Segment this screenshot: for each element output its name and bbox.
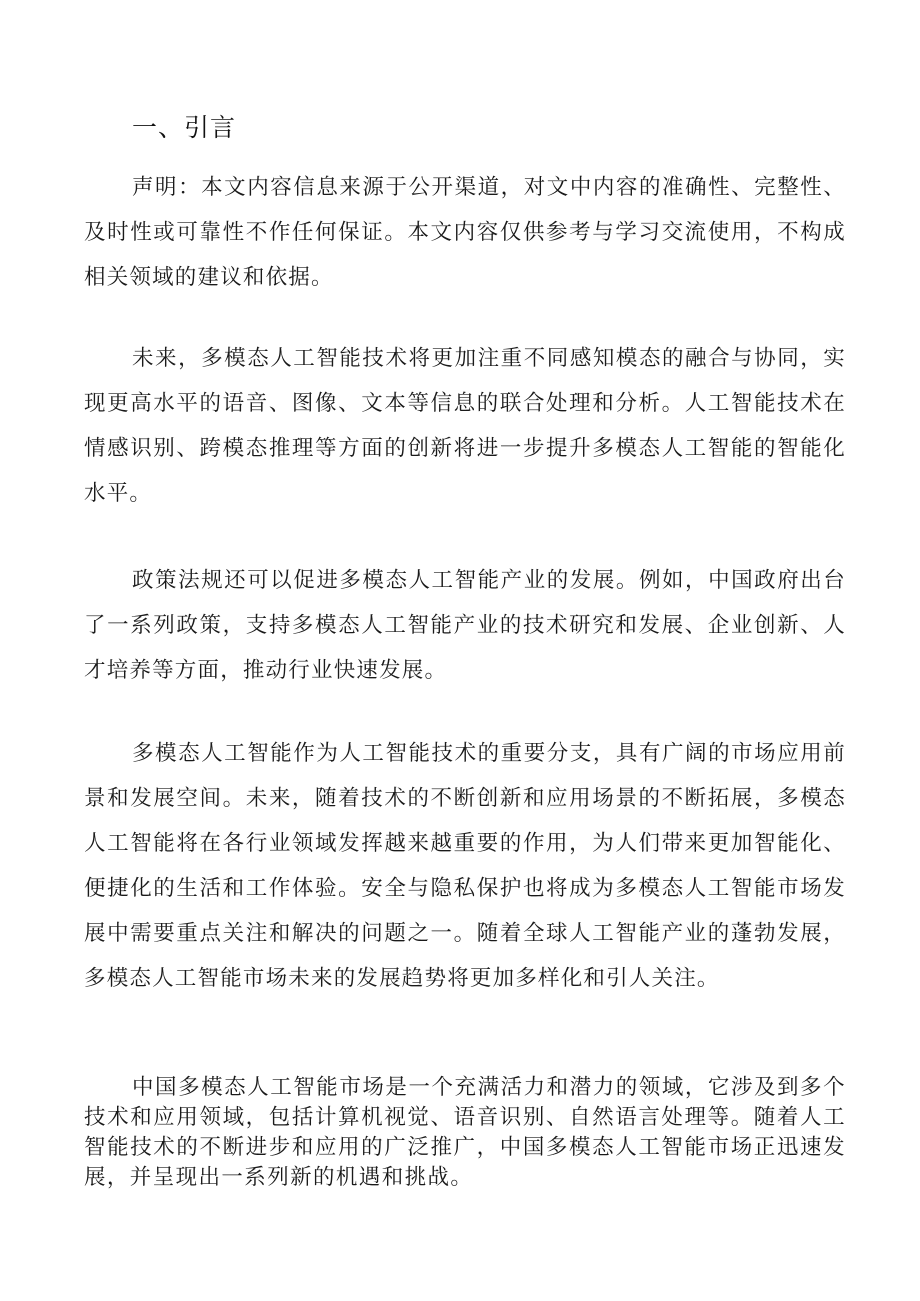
paragraph-policy: 政策法规还可以促进多模态人工智能产业的发展。例如，中国政府出台了一系列政策，支持多模态人工智能产业的技术研究和发展、企业创新、人才培养等方面，推动行业快速发展。 bbox=[84, 568, 846, 683]
paragraph-disclaimer: 声明：本文内容信息来源于公开渠道，对文中内容的准确性、完整性、及时性或可靠性不作任何保证。本文内容仅供参考与学习交流使用，不构成相关领域的建议和依据。 bbox=[84, 175, 846, 290]
paragraph-market-prospects: 多模态人工智能作为人工智能技术的重要分支，具有广阔的市场应用前景和发展空间。未来，随着技术的不断创新和应用场景的不断拓展，多模态人工智能将在各行业领域发挥越来越重要的作用，为人们带来更加智能化、便捷化的生活和工作体验。安全与隐私保护也将成为多模态人工智能市场发展中需要重点关注和解决的问题之一。随着全球人工智能产业的蓬勃发展，多模态人工智能市场未来的发展趋势将更加多样化和引人关注。 bbox=[84, 741, 846, 991]
section-heading: 一、引言 bbox=[132, 113, 237, 142]
paragraph-future-fusion: 未来，多模态人工智能技术将更加注重不同感知模态的融合与协同，实现更高水平的语音、图像、文本等信息的联合处理和分析。人工智能技术在情感识别、跨模态推理等方面的创新将进一步提升多模态人工智能的智能化水平。 bbox=[84, 346, 846, 506]
paragraph-china-market: 中国多模态人工智能市场是一个充满活力和潜力的领域，它涉及到多个技术和应用领域，包括计算机视觉、语音识别、自然语言处理等。随着人工智能技术的不断进步和应用的广泛推广，中国多模态人工智能市场正迅速发展，并呈现出一系列新的机遇和挑战。 bbox=[84, 1075, 846, 1190]
